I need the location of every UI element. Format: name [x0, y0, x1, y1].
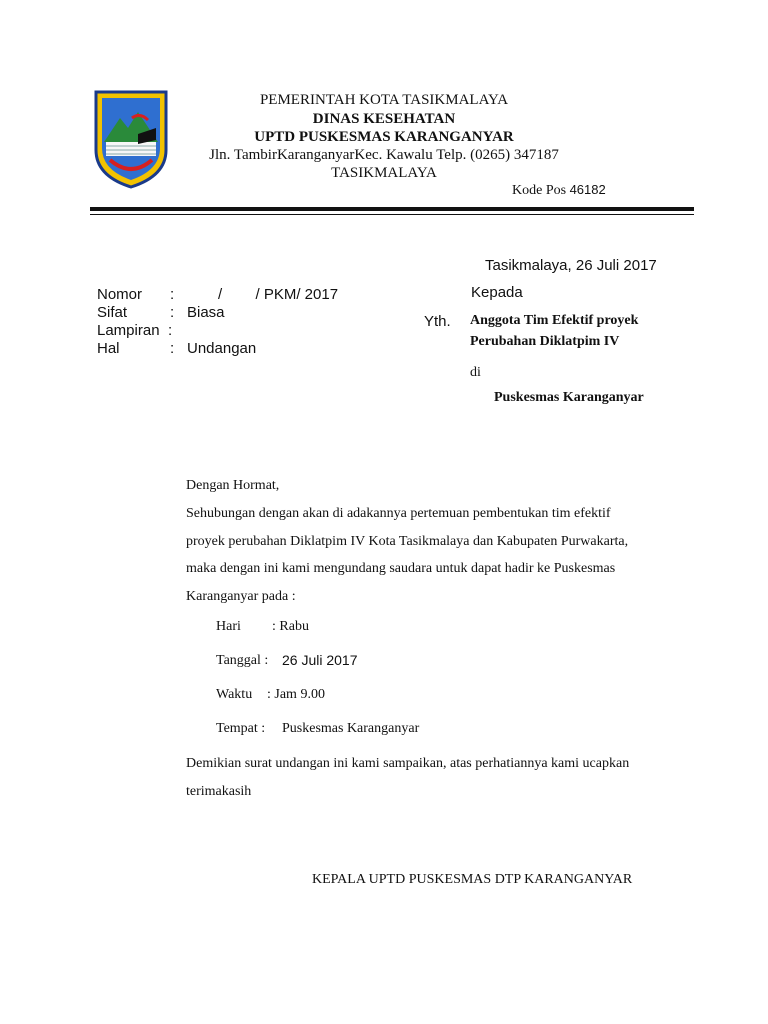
meta-nomor-colon: : [170, 286, 175, 303]
letterhead-divider-thin [90, 214, 694, 215]
meta-sifat-label: Sifat [97, 304, 128, 321]
body-paragraph-line: Sehubungan dengan akan di adakannya pertemuan pembentukan tim efektif [186, 506, 611, 521]
recipient-name-line1: Anggota Tim Efektif proyek [470, 313, 639, 328]
detail-tempat-value: Puskesmas Karanganyar [282, 721, 420, 736]
greeting: Dengan Hormat, [186, 478, 280, 493]
meta-hal-label: Hal [97, 340, 120, 357]
meta-hal-colon: : [170, 340, 175, 357]
signature-title: KEPALA UPTD PUSKESMAS DTP KARANGANYAR [312, 872, 633, 887]
letterhead-postal [512, 182, 606, 199]
postal-code: 46182 [569, 182, 606, 197]
meta-lampiran-colon: : [168, 322, 173, 339]
detail-hari-label: Hari [216, 619, 241, 634]
meta-nomor-label: Nomor [97, 286, 143, 303]
recipient-location: Puskesmas Karanganyar [494, 390, 644, 405]
detail-tanggal-label: Tanggal : [216, 653, 269, 668]
closing-line2: terimakasih [186, 784, 252, 799]
postal-label: Kode Pos [512, 183, 567, 198]
letterhead-address: Jln. TambirKaranganyarKec. Kawalu Telp. (0265) 347187 [209, 147, 559, 163]
letterhead-unit: UPTD PUSKESMAS KARANGANYAR [254, 129, 514, 145]
body-paragraph [186, 500, 628, 610]
letterhead-agency: DINAS KESEHATAN [312, 111, 456, 127]
closing-line1: Demikian surat undangan ini kami sampaikan, atas perhatiannya kami ucapkan [186, 756, 630, 771]
body-paragraph-line: Karanganyar pada : [186, 588, 296, 604]
detail-waktu-label: Waktu [216, 687, 253, 702]
detail-tanggal-value: 26 Juli 2017 [282, 652, 358, 668]
recipient-yth: Yth. [424, 313, 451, 330]
meta-sifat-colon: : [170, 304, 175, 321]
meta-sifat-value: Biasa [187, 304, 225, 321]
detail-hari-value: : Rabu [272, 619, 309, 634]
letterhead-city: TASIKMALAYA [331, 165, 437, 181]
letterhead-divider-thick [90, 207, 694, 211]
meta-hal-value: Undangan [187, 340, 257, 357]
recipient-name-line2: Perubahan Diklatpim IV [470, 334, 620, 349]
recipient-kepada: Kepada [471, 284, 523, 301]
body-paragraph-line: proyek perubahan Diklatpim IV Kota Tasikmalaya dan Kabupaten Purwakarta, [186, 533, 629, 549]
recipient-di: di [470, 365, 481, 380]
detail-tempat-label: Tempat : [216, 721, 266, 736]
meta-nomor-value: / / PKM/ 2017 [218, 286, 339, 303]
body-paragraph-line: maka dengan ini kami mengundang saudara untuk dapat hadir ke Puskesmas [186, 561, 616, 577]
place-date: Tasikmalaya, 26 Juli 2017 [485, 257, 657, 274]
letterhead-government: PEMERINTAH KOTA TASIKMALAYA [259, 92, 509, 108]
detail-waktu-value: : Jam 9.00 [267, 687, 325, 702]
meta-lampiran-label: Lampiran [97, 322, 160, 339]
